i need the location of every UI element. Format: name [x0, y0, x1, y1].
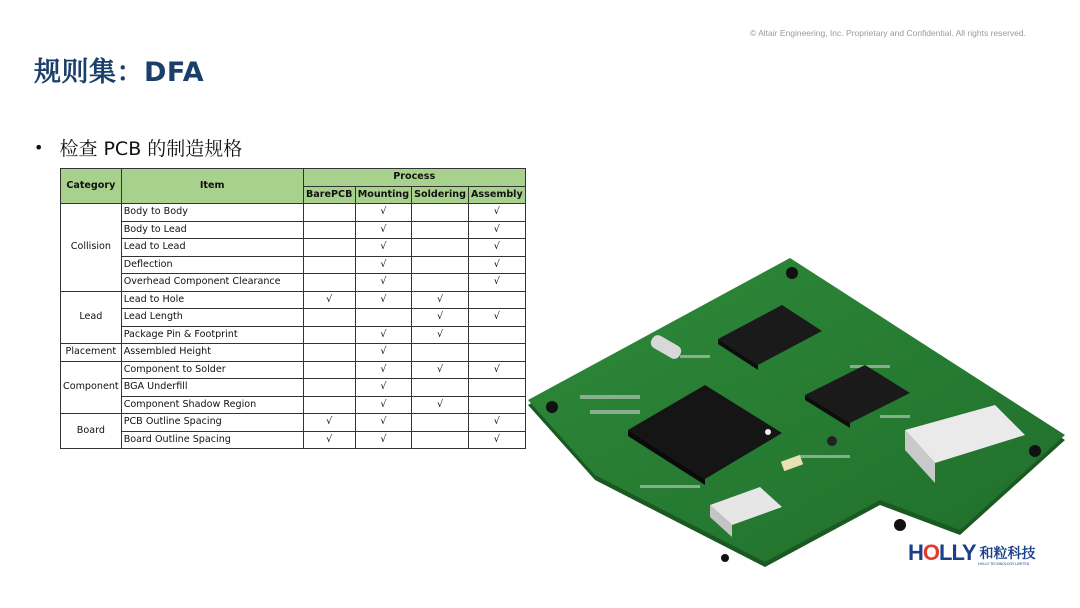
item-cell: Assembled Height [121, 344, 303, 362]
check-cell: √ [355, 291, 411, 309]
item-cell: Component to Solder [121, 361, 303, 379]
check-cell: √ [355, 361, 411, 379]
check-cell: √ [355, 221, 411, 239]
item-cell: Body to Lead [121, 221, 303, 239]
check-cell [468, 396, 525, 414]
item-cell: Lead to Hole [121, 291, 303, 309]
bullet-text: 检查 PCB 的制造规格 [59, 138, 243, 160]
check-cell [303, 309, 355, 327]
item-cell: Body to Body [121, 204, 303, 222]
item-cell: Package Pin & Footprint [121, 326, 303, 344]
check-cell: √ [303, 431, 355, 449]
table-row [61, 221, 526, 239]
check-cell [303, 361, 355, 379]
table-row [61, 414, 526, 432]
check-cell [303, 221, 355, 239]
check-cell [412, 274, 469, 292]
bullet-icon: • [34, 138, 44, 157]
item-cell: Deflection [121, 256, 303, 274]
check-cell [468, 344, 525, 362]
check-cell: √ [468, 204, 525, 222]
table-row [61, 326, 526, 344]
check-cell [412, 256, 469, 274]
table-row [61, 239, 526, 257]
check-cell: √ [468, 309, 525, 327]
check-cell [468, 379, 525, 397]
header-category: Category [61, 169, 122, 204]
header-barepcb: BarePCB [303, 186, 355, 204]
check-cell [303, 344, 355, 362]
check-cell: √ [412, 361, 469, 379]
check-cell: √ [355, 274, 411, 292]
check-cell [412, 431, 469, 449]
dfa-rules-table [60, 168, 526, 449]
check-cell: √ [355, 256, 411, 274]
table-row [61, 274, 526, 292]
check-cell: √ [468, 221, 525, 239]
pcb-board-image [520, 255, 1070, 573]
check-cell: √ [412, 326, 469, 344]
header-item: Item [121, 169, 303, 204]
check-cell: √ [355, 396, 411, 414]
check-cell [412, 344, 469, 362]
item-cell: PCB Outline Spacing [121, 414, 303, 432]
check-cell [303, 274, 355, 292]
check-cell: √ [303, 414, 355, 432]
bullet-point [34, 134, 242, 161]
check-cell [412, 204, 469, 222]
check-cell: √ [355, 344, 411, 362]
item-cell: Lead Length [121, 309, 303, 327]
category-cell: Collision [61, 204, 122, 292]
header-soldering: Soldering [412, 186, 469, 204]
check-cell [468, 326, 525, 344]
table-row [61, 344, 526, 362]
check-cell: √ [468, 239, 525, 257]
check-cell [303, 379, 355, 397]
check-cell: √ [355, 239, 411, 257]
logo-subtitle: HOLLY TECHNOLOGY LIMITED [978, 562, 1030, 566]
check-cell [303, 239, 355, 257]
check-cell: √ [468, 361, 525, 379]
page-title: 规则集：DFA [34, 57, 205, 88]
check-cell [355, 309, 411, 327]
category-cell: Placement [61, 344, 122, 362]
check-cell [412, 221, 469, 239]
check-cell: √ [303, 291, 355, 309]
check-cell: √ [355, 326, 411, 344]
category-cell: Lead [61, 291, 122, 344]
check-cell [303, 326, 355, 344]
holly-logo [908, 540, 1036, 566]
header-process: Process [303, 169, 525, 187]
item-cell: Overhead Component Clearance [121, 274, 303, 292]
table-row [61, 361, 526, 379]
check-cell: √ [468, 274, 525, 292]
table-row [61, 309, 526, 327]
table-row [61, 396, 526, 414]
check-cell: √ [355, 204, 411, 222]
check-cell: √ [468, 414, 525, 432]
check-cell [412, 414, 469, 432]
check-cell: √ [355, 379, 411, 397]
check-cell: √ [355, 414, 411, 432]
check-cell [303, 256, 355, 274]
copyright-notice: © Altair Engineering, Inc. Proprietary and Confidential. All rights reserved. [749, 28, 1026, 38]
logo-chinese-name: 和粒科技 [979, 546, 1036, 562]
check-cell [303, 396, 355, 414]
item-cell: Lead to Lead [121, 239, 303, 257]
check-cell [468, 291, 525, 309]
table-row [61, 256, 526, 274]
check-cell [412, 239, 469, 257]
check-cell: √ [468, 431, 525, 449]
category-cell: Component [61, 361, 122, 414]
table-row [61, 204, 526, 222]
check-cell: √ [412, 396, 469, 414]
item-cell: Board Outline Spacing [121, 431, 303, 449]
table-row [61, 379, 526, 397]
logo-brand: HOLLY [908, 540, 976, 565]
check-cell: √ [468, 256, 525, 274]
check-cell [303, 204, 355, 222]
table-row [61, 431, 526, 449]
item-cell: BGA Underfill [121, 379, 303, 397]
header-assembly: Assembly [468, 186, 525, 204]
table-row [61, 291, 526, 309]
check-cell: √ [412, 291, 469, 309]
header-mounting: Mounting [355, 186, 411, 204]
check-cell [412, 379, 469, 397]
check-cell: √ [412, 309, 469, 327]
item-cell: Component Shadow Region [121, 396, 303, 414]
category-cell: Board [61, 414, 122, 449]
check-cell: √ [355, 431, 411, 449]
